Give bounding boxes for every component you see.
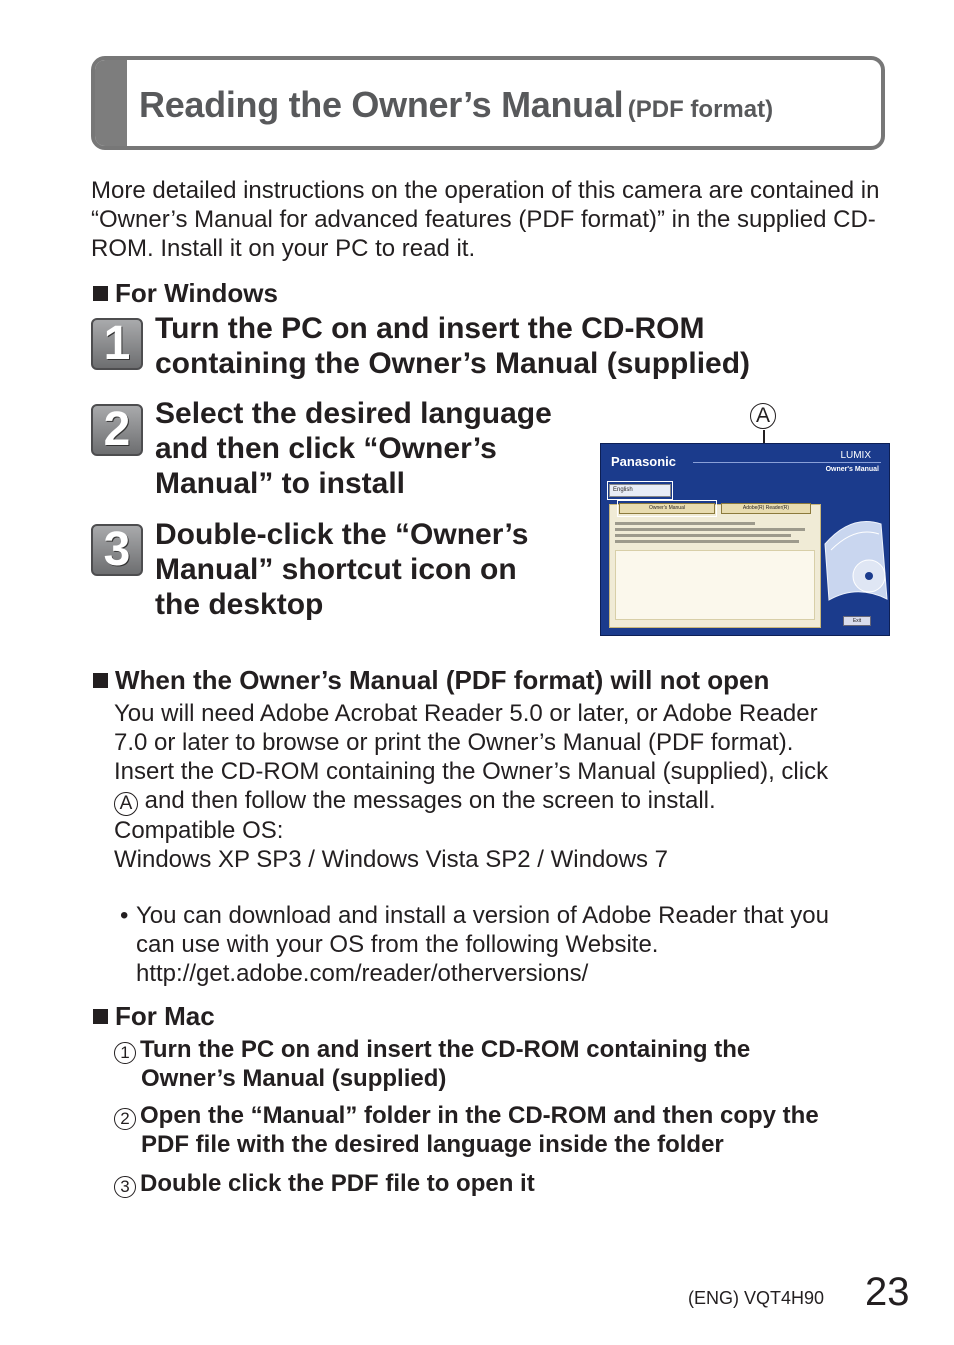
square-bullet-icon — [93, 1009, 108, 1024]
shot-lumix-logo: LUMIX — [840, 450, 871, 461]
inline-a-marker: A — [114, 792, 138, 816]
step-2-line-2: and then click “Owner’s — [155, 432, 497, 465]
step-2-badge: 2 — [91, 404, 143, 456]
not-open-line-1: You will need Adobe Acrobat Reader 5.0 or later, or Adobe Reader — [114, 700, 818, 727]
not-open-line-4 — [114, 786, 904, 816]
shot-owners-manual-button: Owner's Manual — [619, 503, 715, 514]
compatible-os-label: Compatible OS: — [114, 817, 284, 844]
step-2-line-3: Manual” to install — [155, 467, 406, 500]
mac-step-2-line-1: Open the “Manual” folder in the CD-ROM and then copy the — [140, 1102, 819, 1129]
download-url: http://get.adobe.com/reader/otherversions/ — [136, 960, 589, 987]
square-bullet-icon — [93, 673, 108, 688]
shot-text-lines — [615, 522, 815, 546]
mac-heading-text: For Mac — [115, 1001, 215, 1031]
shot-owners-manual-label: Owner's Manual — [825, 466, 879, 473]
shot-adobe-reader-button: Adobe(R) Reader(R) — [721, 503, 811, 514]
not-open-heading-text: When the Owner’s Manual (PDF format) will not open — [115, 665, 770, 695]
model-code: (ENG) VQT4H90 — [688, 1288, 825, 1308]
intro-paragraph: More detailed instructions on the operation of this camera are contained in “Owner’s Manual for advanced features (PDF format)” in the supplied CD-ROM. Install it on your PC to read it. — [91, 177, 880, 262]
step-1-line-1: Turn the PC on and insert the CD-ROM — [155, 312, 705, 345]
windows-heading-text: For Windows — [115, 278, 278, 308]
shot-language-highlight — [607, 481, 673, 500]
page-title-main: Reading the Owner’s Manual — [139, 84, 624, 125]
page-title-sub: (PDF format) — [627, 96, 774, 123]
step-3-badge: 3 — [91, 524, 143, 576]
not-open-line-3: Insert the CD-ROM containing the Owner’s Manual (supplied), click — [114, 758, 829, 785]
mac-step-1-line-1: Turn the PC on and insert the CD-ROM containing the — [140, 1036, 751, 1063]
mac-step-2-line-2: PDF file with the desired language inside the folder — [141, 1131, 724, 1158]
bullet-dot-icon: • — [120, 902, 129, 929]
page-header-box — [91, 56, 885, 150]
step-1-badge: 1 — [91, 318, 143, 370]
mac-step-3 — [114, 1169, 904, 1198]
shot-exit-button: Exit — [843, 616, 871, 626]
step-2-text — [155, 396, 595, 501]
not-open-body — [114, 699, 904, 874]
step-1-line-2: containing the Owner’s Manual (supplied) — [155, 347, 751, 380]
download-note — [120, 901, 910, 988]
shot-button-highlight — [617, 500, 717, 517]
download-note-line-1: You can download and install a version of Adobe Reader that you — [136, 902, 829, 929]
not-open-line-2: 7.0 or later to browse or print the Owner’s Manual (PDF format). — [114, 729, 794, 756]
square-bullet-icon — [93, 286, 108, 301]
mac-step-1-line-2: Owner’s Manual (supplied) — [141, 1065, 447, 1092]
header-tab-decoration — [95, 60, 127, 146]
mac-step-3-line-1: Double click the PDF file to open it — [140, 1170, 535, 1197]
mac-heading — [93, 1001, 215, 1032]
shot-brand-logo: Panasonic — [611, 454, 677, 469]
shot-inner-panel — [615, 550, 815, 620]
page-number: 23 — [865, 1270, 910, 1314]
step-3-text — [155, 517, 595, 622]
mac-step-2 — [114, 1101, 904, 1159]
installer-screenshot — [600, 443, 890, 636]
step-1-text — [155, 311, 895, 381]
callout-a-marker: A — [750, 403, 776, 429]
compatible-os-value: Windows XP SP3 / Windows Vista SP2 / Windows 7 — [114, 846, 669, 873]
not-open-line-4-text: and then follow the messages on the screen to install. — [138, 787, 716, 814]
step-2-line-1: Select the desired language — [155, 397, 552, 430]
shot-header-line — [693, 462, 881, 463]
page-title — [139, 84, 773, 126]
mac-step-2-number: 2 — [114, 1108, 136, 1130]
mac-step-1 — [114, 1035, 904, 1093]
shot-language-select: English — [609, 484, 671, 497]
step-3-line-3: the desktop — [155, 588, 324, 621]
book-cd-illustration-icon — [821, 504, 889, 604]
download-note-line-2: can use with your OS from the following Website. — [136, 931, 659, 958]
step-3-line-2: Manual” shortcut icon on — [155, 553, 517, 586]
not-open-heading — [93, 665, 769, 696]
step-3-line-1: Double-click the “Owner’s — [155, 518, 529, 551]
windows-heading — [93, 278, 278, 309]
mac-step-3-number: 3 — [114, 1176, 136, 1198]
mac-step-1-number: 1 — [114, 1042, 136, 1064]
